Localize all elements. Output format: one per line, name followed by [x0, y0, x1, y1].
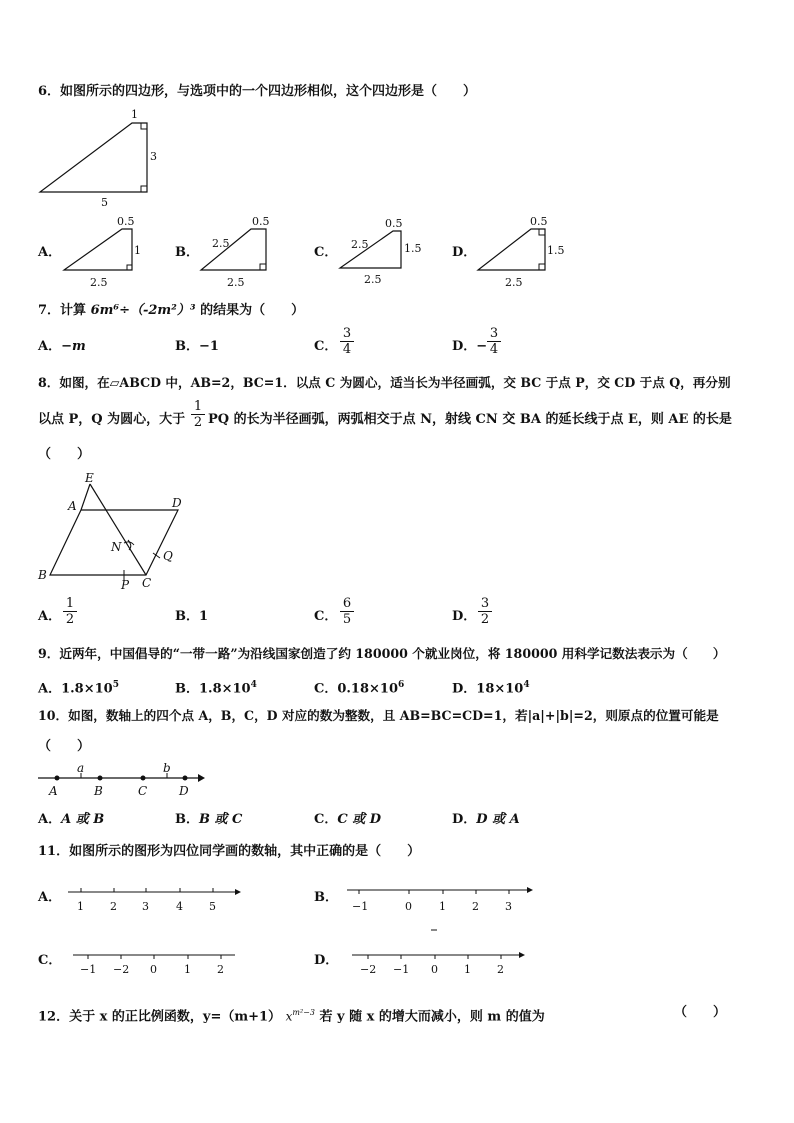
svg-text:1: 1 — [464, 963, 471, 976]
q11-axis-d — [352, 952, 525, 976]
q10-label-c: C — [138, 784, 148, 798]
svg-text:3: 3 — [142, 900, 149, 913]
q11-stem: 11．如图所示的图形为四位同学画的数轴，其中正确的是（ ） — [38, 844, 421, 859]
q11-option-c[interactable]: C． — [38, 953, 62, 968]
q6-main-bottom-label: 5 — [101, 196, 108, 209]
svg-text:1.5: 1.5 — [547, 244, 565, 257]
svg-text:−2: −2 — [360, 963, 377, 976]
svg-text:0: 0 — [405, 900, 412, 913]
svg-text:2.5: 2.5 — [505, 276, 523, 289]
q10-label-a: A — [49, 784, 58, 798]
q7-option-a[interactable]: A．−m — [38, 339, 86, 354]
q9-option-c[interactable]: C．$0.18\times 10^6$ — [314, 680, 405, 697]
q12-power-base: x — [285, 1009, 293, 1024]
svg-text:2.5: 2.5 — [364, 273, 382, 286]
q6-stem: 6．如图所示的四边形，与选项中的一个四边形相似，这个四边形是（ ） — [38, 84, 477, 99]
q8-label-d: D — [172, 496, 182, 510]
svg-text:2.5: 2.5 — [351, 238, 369, 251]
svg-text:−1: −1 — [393, 963, 410, 976]
q8-label-c: C — [142, 576, 152, 590]
svg-text:5: 5 — [209, 900, 216, 913]
q10-label-b-lower: b — [163, 761, 171, 775]
svg-text:1: 1 — [77, 900, 84, 913]
q6-option-b[interactable]: B． — [175, 245, 199, 260]
q11-option-d[interactable]: D． — [314, 953, 339, 968]
q8-line2-post: PQ 的长为半径画弧，两弧相交于点 N，射线 CN 交 BA 的延长线于点 E，则 AE 的长是 — [208, 412, 732, 427]
q10-option-a[interactable]: A．A 或 B — [38, 812, 105, 827]
q11-option-a[interactable]: A． — [38, 890, 62, 905]
q9-option-a[interactable]: A．$1.8\times 10^5$ — [38, 680, 119, 697]
svg-text:3: 3 — [505, 900, 512, 913]
q7-option-b[interactable]: B．−1 — [175, 339, 219, 354]
svg-text:0.5: 0.5 — [252, 215, 270, 228]
svg-text:2: 2 — [472, 900, 479, 913]
q8-label-e: E — [85, 471, 94, 485]
svg-text:2: 2 — [497, 963, 504, 976]
q8-label-n: N — [111, 540, 122, 554]
q8-paren: （ ） — [38, 447, 91, 462]
q9-stem: 9．近两年，中国倡导的“一带一路”为沿线国家创造了约 180000 个就业岗位，将 180000 用科学记数法表示为（ ） — [38, 646, 726, 661]
q10-option-b[interactable]: B．B 或 C — [175, 812, 243, 827]
q12-paren: （ ） — [674, 1005, 727, 1020]
q10-label-d: D — [179, 784, 189, 798]
svg-text:2.5: 2.5 — [90, 276, 108, 289]
q8-option-a-fraction: 1 2 — [62, 596, 78, 627]
q6-option-a[interactable]: A． — [38, 245, 62, 260]
q8-line2-pre: 以点 P，Q 为圆心，大于 — [38, 412, 186, 427]
q8-half-fraction: 1 2 — [190, 399, 206, 430]
q7-stem: 7．计算 6m⁶÷（-2m²）³ 的结果为（ ） — [38, 303, 305, 318]
q8-label-b: B — [38, 568, 47, 582]
q8-option-b[interactable]: B．1 — [175, 609, 209, 624]
svg-text:0: 0 — [431, 963, 438, 976]
svg-text:1: 1 — [134, 244, 141, 257]
svg-text:1: 1 — [184, 963, 191, 976]
svg-text:4: 4 — [176, 900, 183, 913]
q11-axis-c — [73, 955, 235, 976]
q10-option-c[interactable]: C．C 或 D — [314, 812, 382, 827]
svg-text:2.5: 2.5 — [227, 276, 245, 289]
q10-option-d[interactable]: D．D 或 A — [452, 812, 520, 827]
q6-main-top-label: 1 — [131, 108, 138, 121]
q8-option-d-fraction: 3 2 — [477, 596, 493, 627]
q6-main-right-label: 3 — [150, 150, 157, 163]
q8-line1: 8．如图，在▱ABCD 中，AB=2，BC=1．以点 C 为圆心，适当长为半径画弧，交 BC 于点 P，交 CD 于点 Q，再分别 — [38, 375, 731, 390]
q10-paren: （ ） — [38, 739, 91, 754]
svg-text:1: 1 — [439, 900, 446, 913]
q6-option-d[interactable]: D． — [452, 245, 477, 260]
q7-option-c-fraction: 3 4 — [339, 326, 355, 357]
q11-axis-a — [68, 888, 241, 913]
q7-expression: 6m⁶÷（-2m²）³ — [90, 303, 196, 318]
q12-stem: 12．关于 x 的正比例函数，y=（m+1） $x^{m^2-3}$ 若 y 随 x 的增大而减小，则 m 的值为 — [38, 1008, 545, 1025]
svg-text:1.5: 1.5 — [404, 242, 422, 255]
q9-option-d[interactable]: D．$18\times 10^4$ — [452, 680, 530, 697]
q8-label-p: P — [121, 578, 130, 592]
q12-power-exponent: m²−3 — [292, 1008, 315, 1017]
q8-option-d[interactable]: D． — [452, 609, 477, 624]
q8-option-c-fraction: 6 5 — [339, 596, 355, 627]
svg-text:2: 2 — [110, 900, 117, 913]
q8-label-a: A — [68, 499, 77, 513]
svg-text:0.5: 0.5 — [530, 215, 548, 228]
q10-label-a-lower: a — [77, 761, 85, 775]
q9-option-b[interactable]: B．$1.8\times 10^4$ — [175, 680, 257, 697]
q7-option-c[interactable]: C． — [314, 339, 338, 354]
svg-text:−1: −1 — [352, 900, 369, 913]
q8-option-a[interactable]: A． — [38, 609, 62, 624]
q8-option-c[interactable]: C． — [314, 609, 338, 624]
svg-text:0.5: 0.5 — [117, 215, 135, 228]
q11-option-b[interactable]: B． — [314, 890, 338, 905]
svg-text:2: 2 — [217, 963, 224, 976]
svg-text:0: 0 — [150, 963, 157, 976]
q10-label-b: B — [94, 784, 103, 798]
svg-text:−1: −1 — [80, 963, 97, 976]
q8-label-q: Q — [163, 549, 173, 563]
svg-text:0.5: 0.5 — [385, 217, 403, 230]
q10-stem: 10．如图，数轴上的四个点 A，B，C，D 对应的数为整数，且 AB=BC=CD=1，若|a|+|b|=2，则原点的位置可能是 — [38, 708, 719, 723]
q7-option-d-fraction: 3 4 — [486, 326, 502, 357]
svg-text:−2: −2 — [113, 963, 130, 976]
svg-text:2.5: 2.5 — [212, 237, 230, 250]
q11-axis-b — [347, 887, 533, 930]
q7-option-d[interactable]: D．− — [452, 339, 488, 354]
q6-option-c[interactable]: C． — [314, 245, 338, 260]
